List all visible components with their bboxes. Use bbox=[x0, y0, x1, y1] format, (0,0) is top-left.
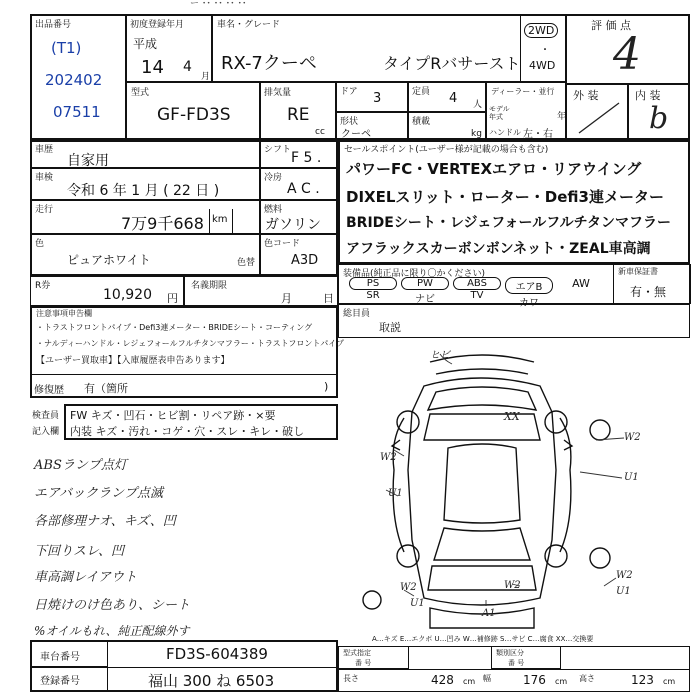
sales-point-line-4: アフラックスカーボンボンネット・ZEAL車高調 bbox=[346, 241, 651, 257]
equipment-name: SR bbox=[366, 290, 380, 301]
drive-box bbox=[520, 14, 566, 82]
inspector-box bbox=[64, 404, 338, 440]
score-box bbox=[566, 14, 690, 84]
body-value: クーペ bbox=[341, 129, 371, 140]
fuel-label: 燃料 bbox=[264, 205, 283, 215]
displacement-box bbox=[260, 82, 336, 140]
equipment-name: TV bbox=[470, 290, 484, 301]
mileage-box bbox=[30, 200, 260, 234]
notes-label: 注意事項申告欄 bbox=[36, 309, 92, 318]
capacity-value: 4 bbox=[449, 91, 458, 106]
usage-box bbox=[30, 140, 260, 168]
load-unit: kg bbox=[471, 129, 482, 139]
damage-mark: U1 bbox=[388, 488, 403, 499]
lot-box bbox=[30, 14, 126, 140]
doors-label: ドア bbox=[340, 87, 358, 97]
width-value: 176 bbox=[523, 673, 546, 687]
ac-box bbox=[260, 168, 338, 200]
title-strip bbox=[0, 0, 700, 9]
lot-id-line-1: (T1) bbox=[51, 39, 82, 57]
footer-right bbox=[338, 646, 690, 692]
car-name: RX-7クーペ bbox=[221, 53, 317, 74]
handle-label: ハンドル bbox=[489, 128, 521, 137]
model-year-label: モデル年式 bbox=[489, 105, 510, 121]
damage-mark: W2 bbox=[400, 582, 417, 593]
plate-label: 登録番号 bbox=[40, 676, 80, 687]
damage-mark: A1 bbox=[482, 608, 496, 619]
notes-line-2: ・ナルディーハンドル・レジェフォールフルチタンマフラー・トラストフロントパイプ bbox=[36, 339, 345, 348]
equipment-item-2 bbox=[401, 277, 449, 305]
height-label: 高さ bbox=[579, 674, 595, 683]
width-unit: cm bbox=[555, 677, 568, 686]
exterior-slash bbox=[567, 85, 629, 141]
width-label: 幅 bbox=[483, 674, 491, 683]
equipment-label: 装備品(純正品に限り〇かください) bbox=[343, 269, 486, 279]
mileage-label: 走行 bbox=[35, 205, 54, 215]
handwritten-note-4: 下回りスレ、凹 bbox=[34, 544, 124, 559]
color-label: 色 bbox=[35, 239, 45, 249]
interior-score: b bbox=[649, 101, 669, 136]
diagram-legend: A…キズ E…エクボ U…凹み W…補修跡 S…サビ C…腐食 XX…交換要 bbox=[372, 635, 594, 643]
new-car-value: 有・無 bbox=[630, 285, 667, 299]
type-cert-cell bbox=[339, 647, 409, 669]
usage-value: 自家用 bbox=[67, 153, 109, 169]
score-label: 評 価 点 bbox=[591, 19, 631, 32]
damage-mark: U1 bbox=[616, 586, 631, 597]
fuel-box bbox=[260, 200, 338, 234]
interior-box bbox=[628, 84, 690, 140]
tax-month: 月 bbox=[281, 292, 292, 305]
exterior-box bbox=[566, 84, 628, 140]
first-reg-box bbox=[126, 14, 212, 82]
recycle-box bbox=[30, 276, 184, 306]
color-code-box bbox=[260, 234, 338, 276]
score-value: 4 bbox=[613, 29, 641, 80]
chassis-value: FD3S-604389 bbox=[166, 645, 268, 663]
equipment-item-1 bbox=[349, 277, 397, 301]
shift-label: シフト bbox=[264, 145, 292, 155]
handle-value: 左・右 bbox=[523, 129, 553, 140]
plate-value: 福山 300 ね 6503 bbox=[148, 672, 275, 690]
damage-mark: U1 bbox=[410, 598, 425, 609]
equipment-code: PS bbox=[349, 277, 397, 290]
mileage-unit-cell bbox=[209, 209, 233, 233]
dealer-box bbox=[486, 82, 566, 140]
handwritten-note-5: 車高調レイアウト bbox=[34, 570, 137, 585]
notes-line-1: ・トラストフロントパイプ・Defi3連メーター・BRIDEシート・コーティング bbox=[36, 323, 313, 332]
car-name-box bbox=[212, 14, 566, 82]
class-label: 類別区分 bbox=[496, 649, 524, 657]
inspector-line-2: 内装 キズ・汚れ・コゲ・穴・スレ・キレ・破し bbox=[70, 425, 305, 438]
comments-label: 総目員 bbox=[343, 309, 371, 319]
inspection-value: 令和 6 年 1 月 ( 22 日 ) bbox=[67, 183, 220, 199]
comments-box bbox=[338, 304, 690, 338]
equipment-box bbox=[338, 264, 690, 309]
repair-label: 修復歴 bbox=[34, 385, 64, 396]
height-value: 123 bbox=[631, 673, 654, 687]
ac-value: A C . bbox=[287, 181, 320, 197]
sales-point-line-3: BRIDEシート・レジェフォールフルチタンマフラー bbox=[346, 215, 671, 231]
tax-day: 日 bbox=[323, 292, 334, 305]
handwritten-note-6: 日焼けのけ色あり、シート bbox=[34, 598, 191, 613]
class-sub: 番 号 bbox=[508, 659, 525, 667]
inspection-box bbox=[30, 168, 260, 200]
new-car-box bbox=[613, 264, 691, 304]
exhibit-no-label: 出品番号 bbox=[35, 20, 72, 30]
type-cert-sub: 番 号 bbox=[355, 659, 372, 667]
equipment-code: AW bbox=[572, 277, 590, 290]
color-code-value: A3D bbox=[291, 253, 319, 268]
drive-4wd: 4WD bbox=[529, 59, 556, 72]
displacement-value: RE bbox=[287, 105, 310, 125]
shift-box bbox=[260, 140, 338, 168]
sales-points-box bbox=[338, 140, 690, 264]
grade-name: タイプRバサースト bbox=[383, 54, 521, 73]
footer-right-divider bbox=[339, 669, 689, 670]
lot-id-line-2: 202402 bbox=[45, 71, 103, 89]
handwritten-note-1: ABSランプ点灯 bbox=[34, 458, 127, 473]
capacity-label: 定員 bbox=[412, 87, 431, 97]
handwritten-note-7: %オイルもれ、純正配線外す bbox=[34, 624, 190, 638]
notes-line-3: 【ユーザー買取車】【入庫履歴表申告あります】 bbox=[36, 356, 230, 366]
mileage-value: 7万9千668 bbox=[121, 214, 204, 233]
recycle-value: 10,920 bbox=[103, 287, 152, 303]
class-cell bbox=[491, 647, 561, 669]
shift-value: F 5 . bbox=[291, 150, 322, 166]
drive-dot: ・ bbox=[540, 45, 550, 56]
type-box bbox=[126, 82, 260, 140]
equipment-name: ナビ bbox=[415, 294, 435, 305]
ac-label: 冷房 bbox=[264, 173, 283, 183]
color-code-label: 色コード bbox=[264, 239, 301, 249]
capacity-box bbox=[408, 82, 486, 112]
doors-value: 3 bbox=[373, 91, 382, 106]
inspector-label-bottom: 記入欄 bbox=[32, 427, 60, 437]
model-year-unit: 年 bbox=[557, 112, 567, 122]
type-label: 型式 bbox=[131, 88, 150, 98]
dealer-label: ディーラー・並行 bbox=[491, 87, 555, 96]
tax-label: 名義期限 bbox=[191, 281, 228, 291]
repair-value: 有（箇所 bbox=[84, 382, 128, 395]
first-reg-label: 初度登録年月 bbox=[130, 20, 185, 30]
inspector-line-1: FW キズ・凹石・ヒビ割・リペア跡・×要 bbox=[70, 409, 276, 422]
height-unit: cm bbox=[663, 677, 676, 686]
tax-box bbox=[184, 276, 338, 306]
inspector-label-top: 検査員 bbox=[32, 411, 60, 421]
body-box bbox=[336, 112, 408, 140]
sales-point-line-2: DIXELスリット・ローター・Defi3連メーター bbox=[346, 188, 664, 206]
displacement-label: 排気量 bbox=[264, 88, 292, 98]
equipment-code: ABS bbox=[453, 277, 501, 290]
color-value: ピュアホワイト bbox=[67, 253, 151, 267]
chassis-label-cell bbox=[32, 642, 108, 667]
color-change-label: 色替 bbox=[237, 258, 256, 268]
recycle-label: R券 bbox=[35, 281, 51, 291]
reg-year: 14 bbox=[141, 57, 164, 78]
lot-id-line-3: 07511 bbox=[53, 103, 101, 121]
displacement-unit: cc bbox=[315, 127, 325, 137]
equipment-item-3 bbox=[453, 277, 501, 301]
load-label: 積載 bbox=[412, 117, 431, 127]
interior-label: 内 装 bbox=[635, 89, 661, 102]
body-label: 形状 bbox=[340, 117, 359, 127]
recycle-unit: 円 bbox=[167, 292, 178, 305]
damage-mark: W2 bbox=[624, 432, 641, 443]
title-fragment: ー ･･ ･･ ･･ ･･ bbox=[190, 0, 247, 9]
equipment-code: PW bbox=[401, 277, 449, 290]
type-value: GF-FD3S bbox=[157, 105, 231, 125]
car-name-label: 車名・グレード bbox=[217, 20, 281, 30]
reg-month: 4 bbox=[183, 59, 192, 75]
notes-box bbox=[30, 306, 345, 398]
color-box bbox=[30, 234, 260, 276]
fuel-value: ガソリン bbox=[265, 217, 321, 233]
plate-label-cell bbox=[32, 667, 108, 691]
comments-value: 取説 bbox=[379, 321, 401, 334]
equipment-code: エアB bbox=[505, 277, 553, 294]
equipment-item-5 bbox=[559, 277, 603, 290]
damage-mark: W2 bbox=[504, 580, 521, 591]
damage-mark: U1 bbox=[624, 472, 639, 483]
length-unit: cm bbox=[463, 677, 476, 686]
footer-left bbox=[30, 640, 338, 692]
capacity-unit: 人 bbox=[473, 100, 483, 110]
handwritten-note-2: エアバックランプ点滅 bbox=[34, 486, 163, 501]
new-car-label: 新車保証書 bbox=[618, 267, 658, 276]
type-cert-label: 型式指定 bbox=[343, 649, 371, 657]
reg-month-unit: 月 bbox=[201, 72, 211, 82]
load-box bbox=[408, 112, 486, 140]
length-value: 428 bbox=[431, 673, 454, 687]
usage-label: 車歴 bbox=[35, 145, 54, 155]
length-label: 長さ bbox=[343, 674, 359, 683]
inspection-label: 車検 bbox=[35, 173, 54, 183]
exterior-label: 外 装 bbox=[573, 89, 599, 102]
sales-point-line-1: パワーFC・VERTEXエアロ・リアウイング bbox=[346, 160, 642, 178]
sales-points-label: セールスポイント(ユーザー様が記載の場合も含む) bbox=[344, 145, 549, 155]
repair-row bbox=[30, 374, 338, 398]
damage-mark: ヒビ bbox=[430, 350, 450, 361]
damage-mark: XX bbox=[504, 410, 520, 423]
mileage-unit: km bbox=[212, 214, 228, 225]
equipment-name: カワ bbox=[519, 298, 539, 309]
drive-2wd: 2WD bbox=[524, 23, 558, 38]
damage-mark: W2 bbox=[616, 570, 633, 581]
repair-close: ) bbox=[324, 380, 329, 393]
damage-mark: W2 bbox=[380, 452, 397, 463]
era: 平成 bbox=[133, 37, 158, 51]
handwritten-note-3: 各部修理ナオ、キズ、凹 bbox=[34, 514, 176, 529]
chassis-label: 車台番号 bbox=[40, 652, 80, 663]
doors-box bbox=[336, 82, 408, 112]
